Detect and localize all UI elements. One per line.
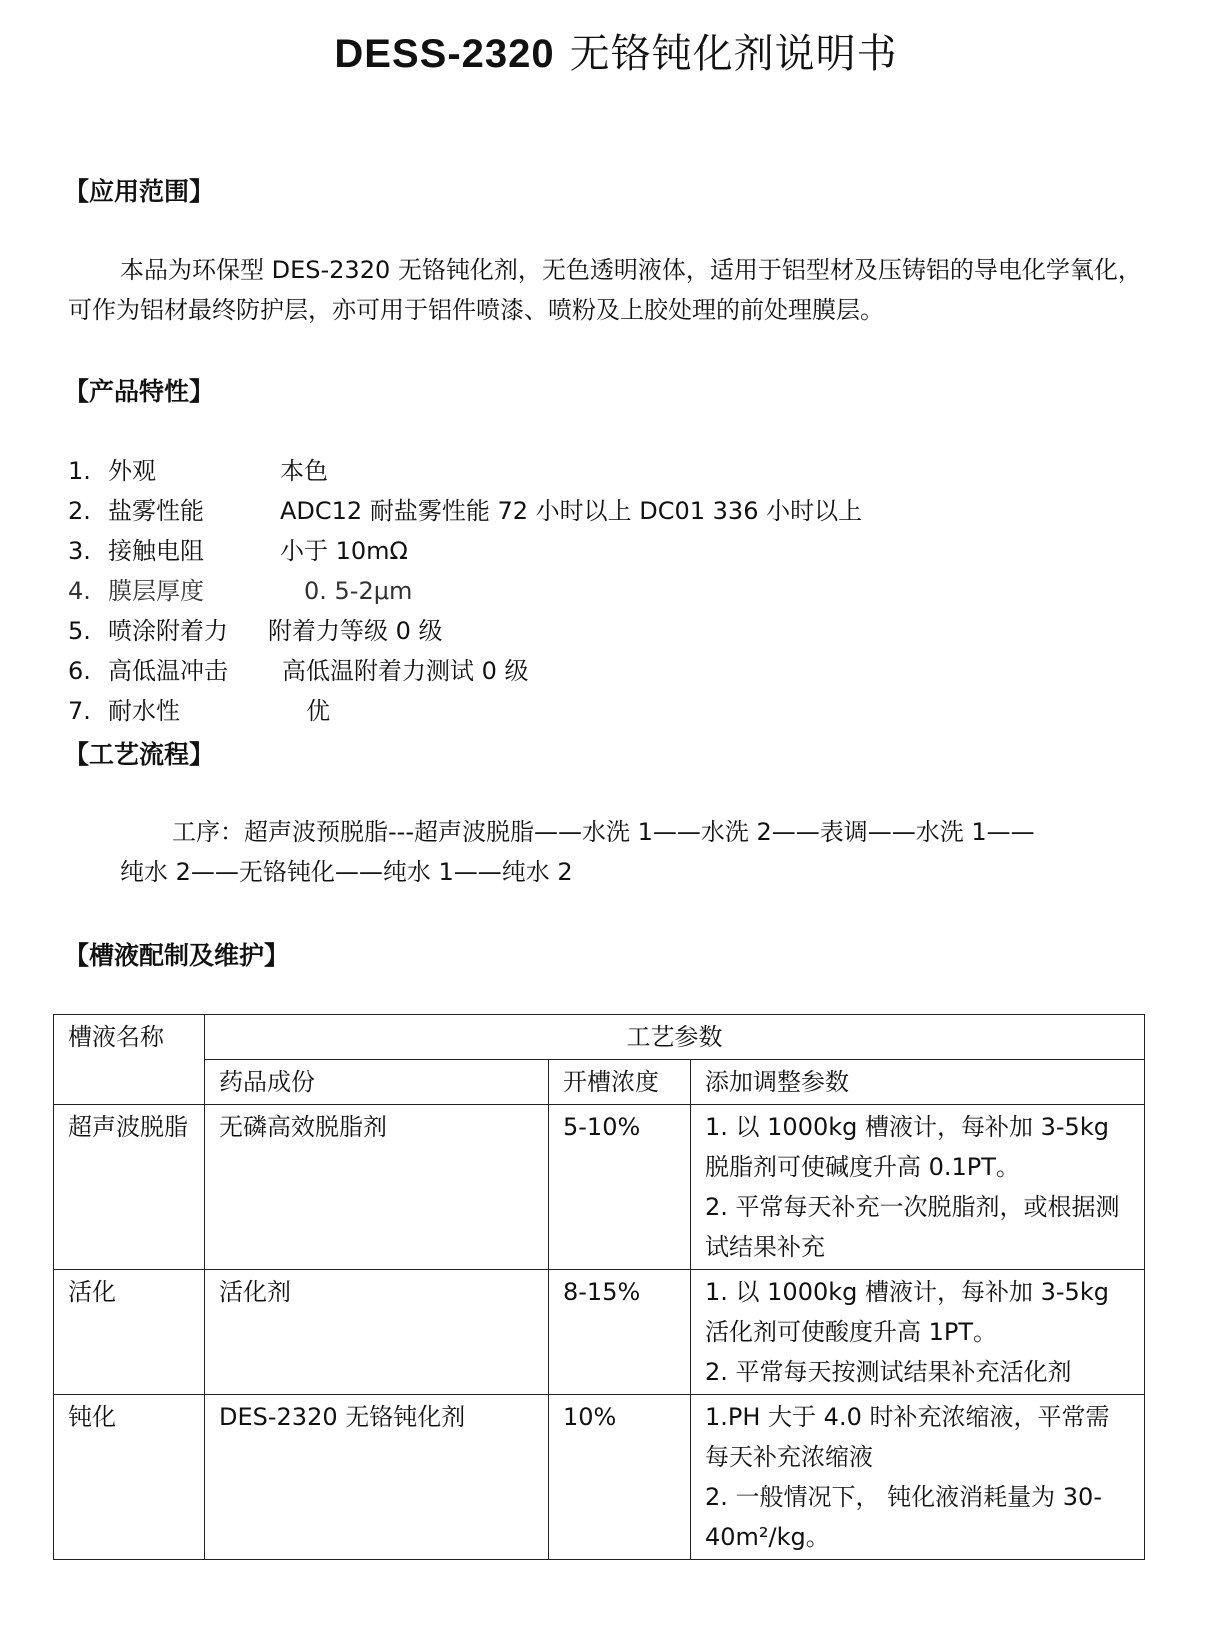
- feature-label: 外观: [108, 457, 156, 485]
- adjustment-line-2: 2. 一般情况下， 钝化液消耗量为 30-40m²/kg。: [705, 1483, 1102, 1551]
- feature-number: 6.: [68, 657, 91, 685]
- application-text: 本品为环保型 DES-2320 无铬钝化剂，无色透明液体，适用于铝型材及压铸铝的导电化学氧化，可作为铝材最终防护层，亦可用于铝件喷漆、喷粉及上胶处理的前处理膜层。: [68, 256, 1142, 324]
- page-title: [0, 22, 1232, 79]
- adjustment-line-2: 2. 平常每天补充一次脱脂剂，或根据测试结果补充: [705, 1193, 1120, 1261]
- adjustment-line-2: 2. 平常每天按测试结果补充活化剂: [705, 1358, 1072, 1386]
- feature-label: 喷涂附着力: [108, 617, 228, 645]
- cell-chemical: 无磷高效脱脂剂: [205, 1105, 549, 1270]
- document-name: 无铬钝化剂说明书: [569, 31, 898, 77]
- cell-bath-name: 钝化: [54, 1395, 205, 1560]
- feature-number: 1.: [68, 457, 91, 485]
- feature-number: 3.: [68, 537, 91, 565]
- bath-table: [53, 1014, 1145, 1560]
- table-subheader-row: [54, 1060, 1145, 1105]
- process-line-1: 工序：超声波预脱脂---超声波脱脂——水洗 1——水洗 2——表调——水洗 1——: [172, 818, 1035, 846]
- feature-item: [68, 651, 968, 691]
- feature-value: 本色: [280, 457, 328, 485]
- cell-bath-name: 活化: [54, 1270, 205, 1395]
- feature-label: 膜层厚度: [108, 577, 204, 605]
- feature-item: [68, 531, 968, 571]
- feature-label: 高低温冲击: [108, 657, 228, 685]
- feature-item: [68, 491, 968, 531]
- feature-number: 5.: [68, 617, 91, 645]
- feature-value: 0. 5-2μm: [304, 577, 413, 605]
- header-bath-name: 槽液名称: [54, 1015, 205, 1105]
- table-row: [54, 1105, 1145, 1270]
- feature-item: [68, 451, 968, 491]
- feature-label: 接触电阻: [108, 537, 204, 565]
- feature-value: 小于 10mΩ: [280, 537, 408, 565]
- feature-value: 高低温附着力测试 0 级: [282, 657, 529, 685]
- process-flow: [120, 812, 1160, 892]
- heading-process: 【工艺流程】: [64, 740, 215, 769]
- product-code: DESS-2320: [334, 32, 555, 76]
- cell-adjustment: [691, 1105, 1145, 1270]
- header-adjustment: 添加调整参数: [691, 1060, 1145, 1105]
- cell-concentration: 8-15%: [549, 1270, 691, 1395]
- feature-number: 2.: [68, 497, 91, 525]
- cell-chemical: 活化剂: [205, 1270, 549, 1395]
- adjustment-line-1: 1. 以 1000kg 槽液计，每补加 3-5kg 活化剂可使酸度升高 1PT。: [705, 1278, 1109, 1346]
- feature-value: 附着力等级 0 级: [268, 617, 443, 645]
- table-header-row: [54, 1015, 1145, 1060]
- feature-item: [68, 611, 968, 651]
- feature-value: ADC12 耐盐雾性能 72 小时以上 DC01 336 小时以上: [280, 497, 863, 525]
- feature-item: [68, 691, 968, 731]
- feature-label: 盐雾性能: [108, 497, 204, 525]
- cell-concentration: 5-10%: [549, 1105, 691, 1270]
- feature-value: 优: [306, 697, 330, 725]
- header-concentration: 开槽浓度: [549, 1060, 691, 1105]
- heading-bath: 【槽液配制及维护】: [64, 941, 290, 970]
- cell-adjustment: [691, 1270, 1145, 1395]
- cell-adjustment: [691, 1395, 1145, 1560]
- header-process-params: 工艺参数: [205, 1015, 1145, 1060]
- feature-item: [68, 571, 968, 611]
- adjustment-line-1: 1. 以 1000kg 槽液计，每补加 3-5kg 脱脂剂可使碱度升高 0.1PT。: [705, 1113, 1109, 1181]
- heading-application: 【应用范围】: [64, 177, 215, 206]
- cell-concentration: 10%: [549, 1395, 691, 1560]
- feature-label: 耐水性: [108, 697, 180, 725]
- process-line-2: 纯水 2——无铬钝化——纯水 1——纯水 2: [120, 858, 573, 886]
- adjustment-line-1: 1.PH 大于 4.0 时补充浓缩液，平常需每天补充浓缩液: [705, 1403, 1110, 1471]
- cell-bath-name: 超声波脱脂: [54, 1105, 205, 1270]
- header-chemical: 药品成份: [205, 1060, 549, 1105]
- table-row: [54, 1270, 1145, 1395]
- feature-number: 7.: [68, 697, 91, 725]
- cell-chemical: DES-2320 无铬钝化剂: [205, 1395, 549, 1560]
- feature-number: 4.: [68, 577, 91, 605]
- table-row: [54, 1395, 1145, 1560]
- heading-features: 【产品特性】: [64, 377, 215, 406]
